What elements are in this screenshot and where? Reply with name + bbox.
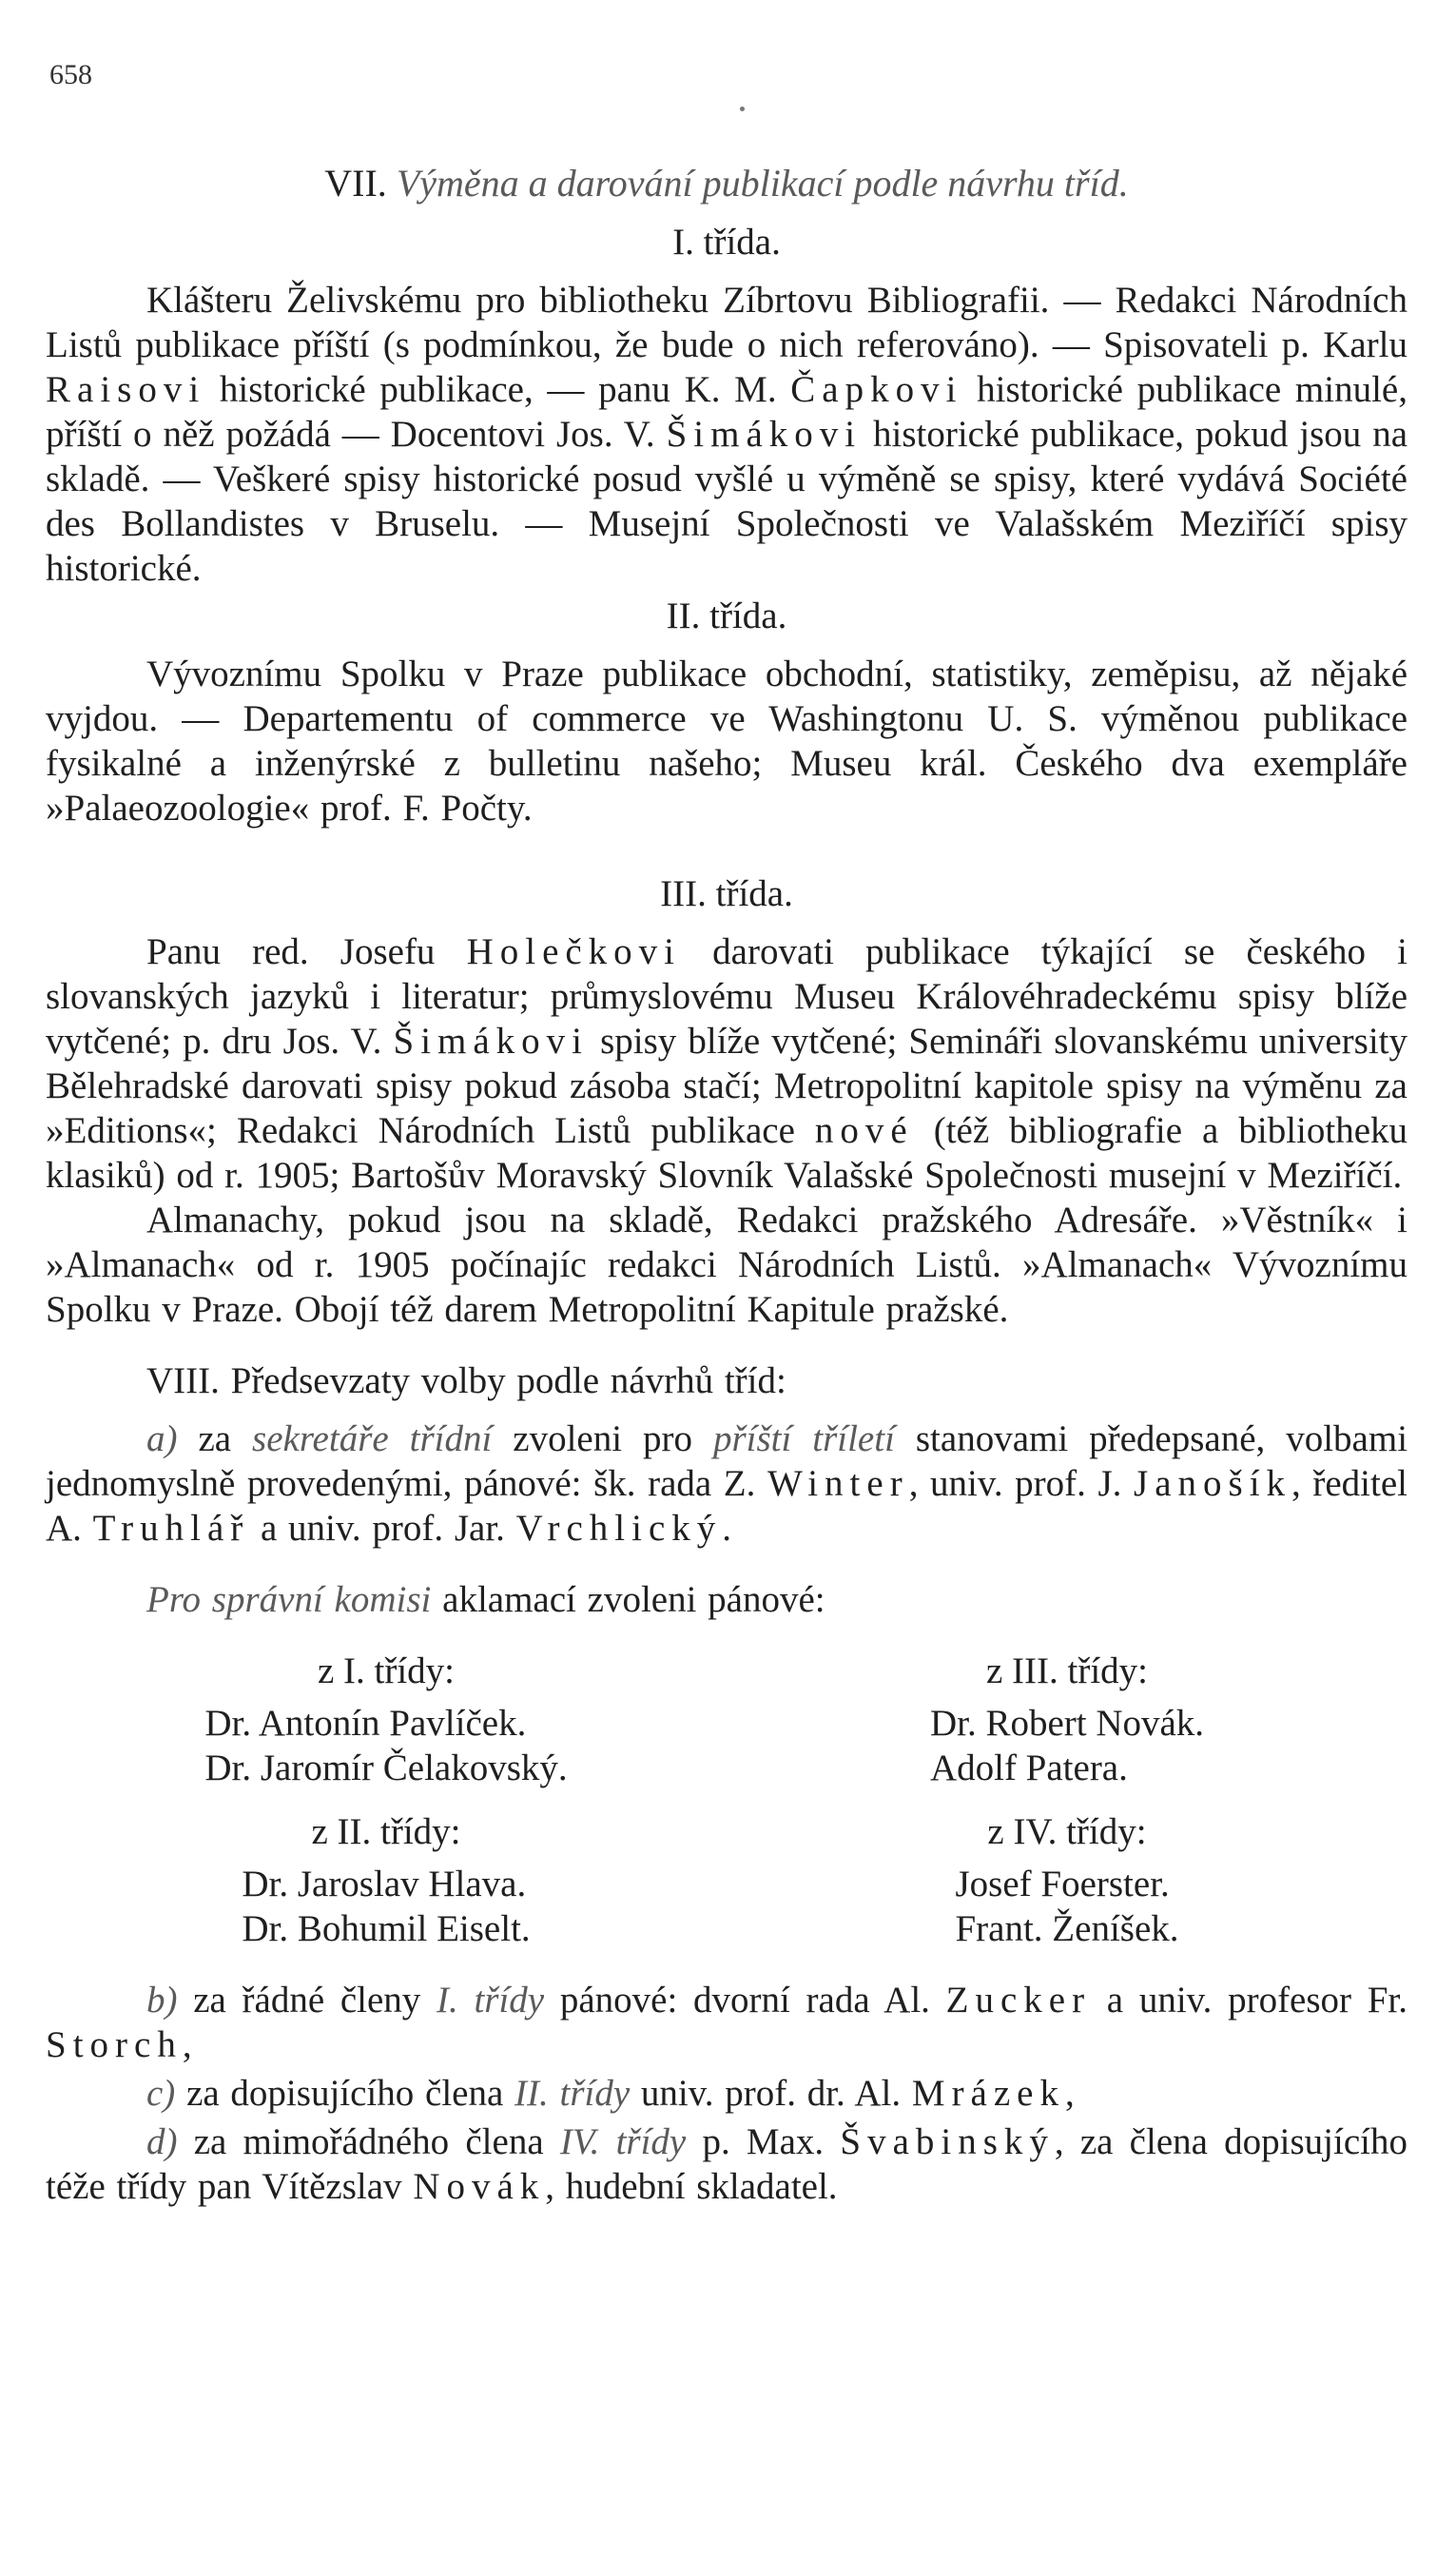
text-run: spisy blíže vytčené; Semináři slovanskému university Bělehradské darovati spisy pokud zásoba stačí; Metropolitní kapitole spisy na výměnu za »Editions«; Redakci Národních Listů publikace — [46, 1021, 1407, 1151]
item-c-label: c) — [146, 2073, 176, 2114]
text-run: zvoleni pro — [492, 1418, 713, 1459]
name-list — [930, 1701, 1204, 1790]
class-1-heading: I. třída. — [672, 222, 781, 263]
text-run: univ. prof. dr. Al. — [630, 2073, 912, 2114]
commission-line — [46, 1577, 1407, 1622]
group-heading: z II. třídy: — [311, 1811, 461, 1852]
text-run: a univ. profesor Fr. — [1091, 1980, 1408, 2021]
text-run: pánové: dvorní rada Al. — [544, 1980, 946, 2021]
member-name: Dr. Bohumil Eiselt. — [242, 1908, 531, 1949]
italic-phrase: IV. třídy — [559, 2121, 687, 2162]
text-run: darovati publikace týkající se českého i slovanských jazyků i literatur; průmyslovému Museu Královéhradeckému spisy blíže vytčené; p. dru Jos. V. — [46, 931, 1408, 1062]
class-3-group — [727, 1649, 1407, 1790]
commission-names-row-2 — [46, 1809, 1407, 1951]
text-run: a univ. prof. Jar. — [249, 1508, 516, 1549]
word-nove: nové — [814, 1110, 914, 1151]
member-name: Frant. Ženíšek. — [955, 1908, 1179, 1949]
class-1-paragraph — [46, 278, 1407, 591]
section-vii-number: VII. — [324, 162, 387, 205]
print-speck — [740, 107, 745, 111]
name-storch: Storch — [46, 2024, 183, 2065]
italic-phrase: Pro správní komisi — [146, 1579, 432, 1620]
item-b-paragraph — [46, 1978, 1407, 2067]
class-3-heading: III. třída. — [660, 873, 793, 914]
text-run: Panu red. Josefu — [146, 931, 467, 972]
class-2-group — [46, 1809, 727, 1951]
member-name: Dr. Robert Novák. — [929, 1703, 1205, 1744]
member-name: Dr. Jaromír Čelakovský. — [204, 1748, 568, 1788]
italic-phrase: II. třídy — [514, 2073, 631, 2114]
class-4-group — [727, 1809, 1407, 1951]
class-2-heading: II. třída. — [666, 596, 787, 636]
name-novak: Novák — [413, 2166, 546, 2207]
class-1-group — [46, 1649, 727, 1790]
text-run: stanovami předepsané, volbami jednomyslně provedenými, pánové: šk. rada Z. — [46, 1418, 1408, 1504]
item-d-paragraph — [46, 2119, 1407, 2209]
text-run: historické publikace, — panu K. M. — [205, 369, 791, 410]
text-run: p. Max. — [686, 2121, 841, 2162]
item-a-paragraph — [46, 1416, 1407, 1551]
text-run: historické publikace minulé, příští o něž požádá — Docentovi Jos. V. — [46, 369, 1407, 455]
text-run: , — [182, 2024, 192, 2065]
text-run: historické publikace, pokud jsou na skladě. — Veškeré spisy historické posud vyšlé u výměně se spisy, které vydává Société des Bollandistes v Bruselu. — Musejní Společnosti ve Valašském Meziříčí spisy historické. — [46, 414, 1407, 589]
group-heading: z III. třídy: — [985, 1650, 1148, 1691]
name-simakovi: Šimákovi — [666, 414, 863, 455]
name-simakovi: Šimákovi — [393, 1021, 590, 1062]
member-name: Adolf Patera. — [929, 1748, 1128, 1788]
section-vii-title: Výměna a darování publikací podle návrhu tříd. — [396, 162, 1129, 205]
name-holeckovi: Holečkovi — [466, 931, 682, 972]
almanac-paragraph: Almanachy, pokud jsou na skladě, Redakci pražského Adresáře. »Věstník« i »Almanach« od r. 1905 počínajíc redakci Národních Listů. »Almanach« Vývoznímu Spolku v Praze. Obojí též darem Metropolitní Kapitule pražské. — [46, 1200, 1407, 1330]
item-d-label: d) — [146, 2121, 178, 2162]
text-run: za — [177, 1418, 253, 1459]
member-name: Dr. Jaroslav Hlava. — [242, 1864, 527, 1904]
name-list — [204, 1701, 567, 1790]
class-2-paragraph: Vývoznímu Spolku v Praze publikace obchodní, statistiky, zeměpisu, až nějaké vyjdou. — Departementu of commerce ve Washingtonu U. S. výměnou publikace fysikalné a inženýrské z bulletinu našeho; Museu král. Českého dva exempláře »Palaeozoologie« prof. F. Počty. — [46, 654, 1407, 829]
text-column — [46, 160, 1407, 2209]
group-heading: z IV. třídy: — [987, 1811, 1147, 1852]
section-viii-heading: VIII. Předsevzaty volby podle návrhů tříd: — [146, 1360, 786, 1401]
group-heading: z I. třídy: — [317, 1650, 456, 1691]
name-zucker: Zucker — [945, 1980, 1092, 2021]
class-3-paragraph — [46, 929, 1407, 1198]
text-run: (též bibliografie a bibliotheku klasiků) od r. 1905; Bartošův Moravský Slovník Valašské Společnosti musejní v Meziříčí. — [46, 1110, 1408, 1196]
text-run: , hudební skladatel. — [545, 2166, 838, 2207]
name-svabinsky: Švabinský — [840, 2121, 1055, 2162]
name-janosik: Janošík — [1134, 1463, 1292, 1504]
italic-phrase: sekretáře třídní — [252, 1418, 493, 1459]
commission-names-row-1 — [46, 1649, 1407, 1790]
name-list — [242, 1862, 530, 1951]
page-number: 658 — [49, 59, 92, 90]
text-run: za dopisujícího člena — [175, 2073, 515, 2114]
name-mrazek: Mrázek — [911, 2073, 1065, 2114]
name-raisovi: Raisovi — [46, 369, 206, 410]
text-run: za řádné členy — [177, 1980, 437, 2021]
italic-phrase: příští tříletí — [712, 1418, 895, 1459]
name-truhlar: Truhlář — [92, 1508, 250, 1549]
name-winter: Winter — [767, 1463, 909, 1504]
text-run: aklamací zvoleni pánové: — [431, 1579, 825, 1620]
text-run: . — [722, 1508, 732, 1549]
name-capkovi: Čapkovi — [790, 369, 963, 410]
item-b-label: b) — [146, 1980, 178, 2021]
text-run: , univ. prof. J. — [908, 1463, 1135, 1504]
text-run: , ředitel A. — [46, 1463, 1407, 1549]
text-run: , za člena dopisujícího téže třídy pan Vítězslav — [46, 2121, 1407, 2207]
italic-phrase: I. třídy — [437, 1980, 545, 2021]
item-c-paragraph — [46, 2071, 1407, 2116]
name-vrchlicky: Vrchlický — [515, 1508, 723, 1549]
text-run: Klášteru Želivskému pro bibliotheku Zíbrtovu Bibliografii. — Redakci Národních Listů publikace příští (s podmínkou, že bude o nich referováno). — Spisovateli p. Karlu — [46, 280, 1407, 365]
member-name: Dr. Antonín Pavlíček. — [204, 1703, 527, 1744]
item-a-label: a) — [146, 1418, 178, 1459]
text-run: za mimořádného člena — [177, 2121, 560, 2162]
name-list — [955, 1862, 1178, 1951]
text-run: , — [1065, 2073, 1075, 2114]
section-vii-heading — [46, 160, 1407, 207]
member-name: Josef Foerster. — [955, 1864, 1170, 1904]
